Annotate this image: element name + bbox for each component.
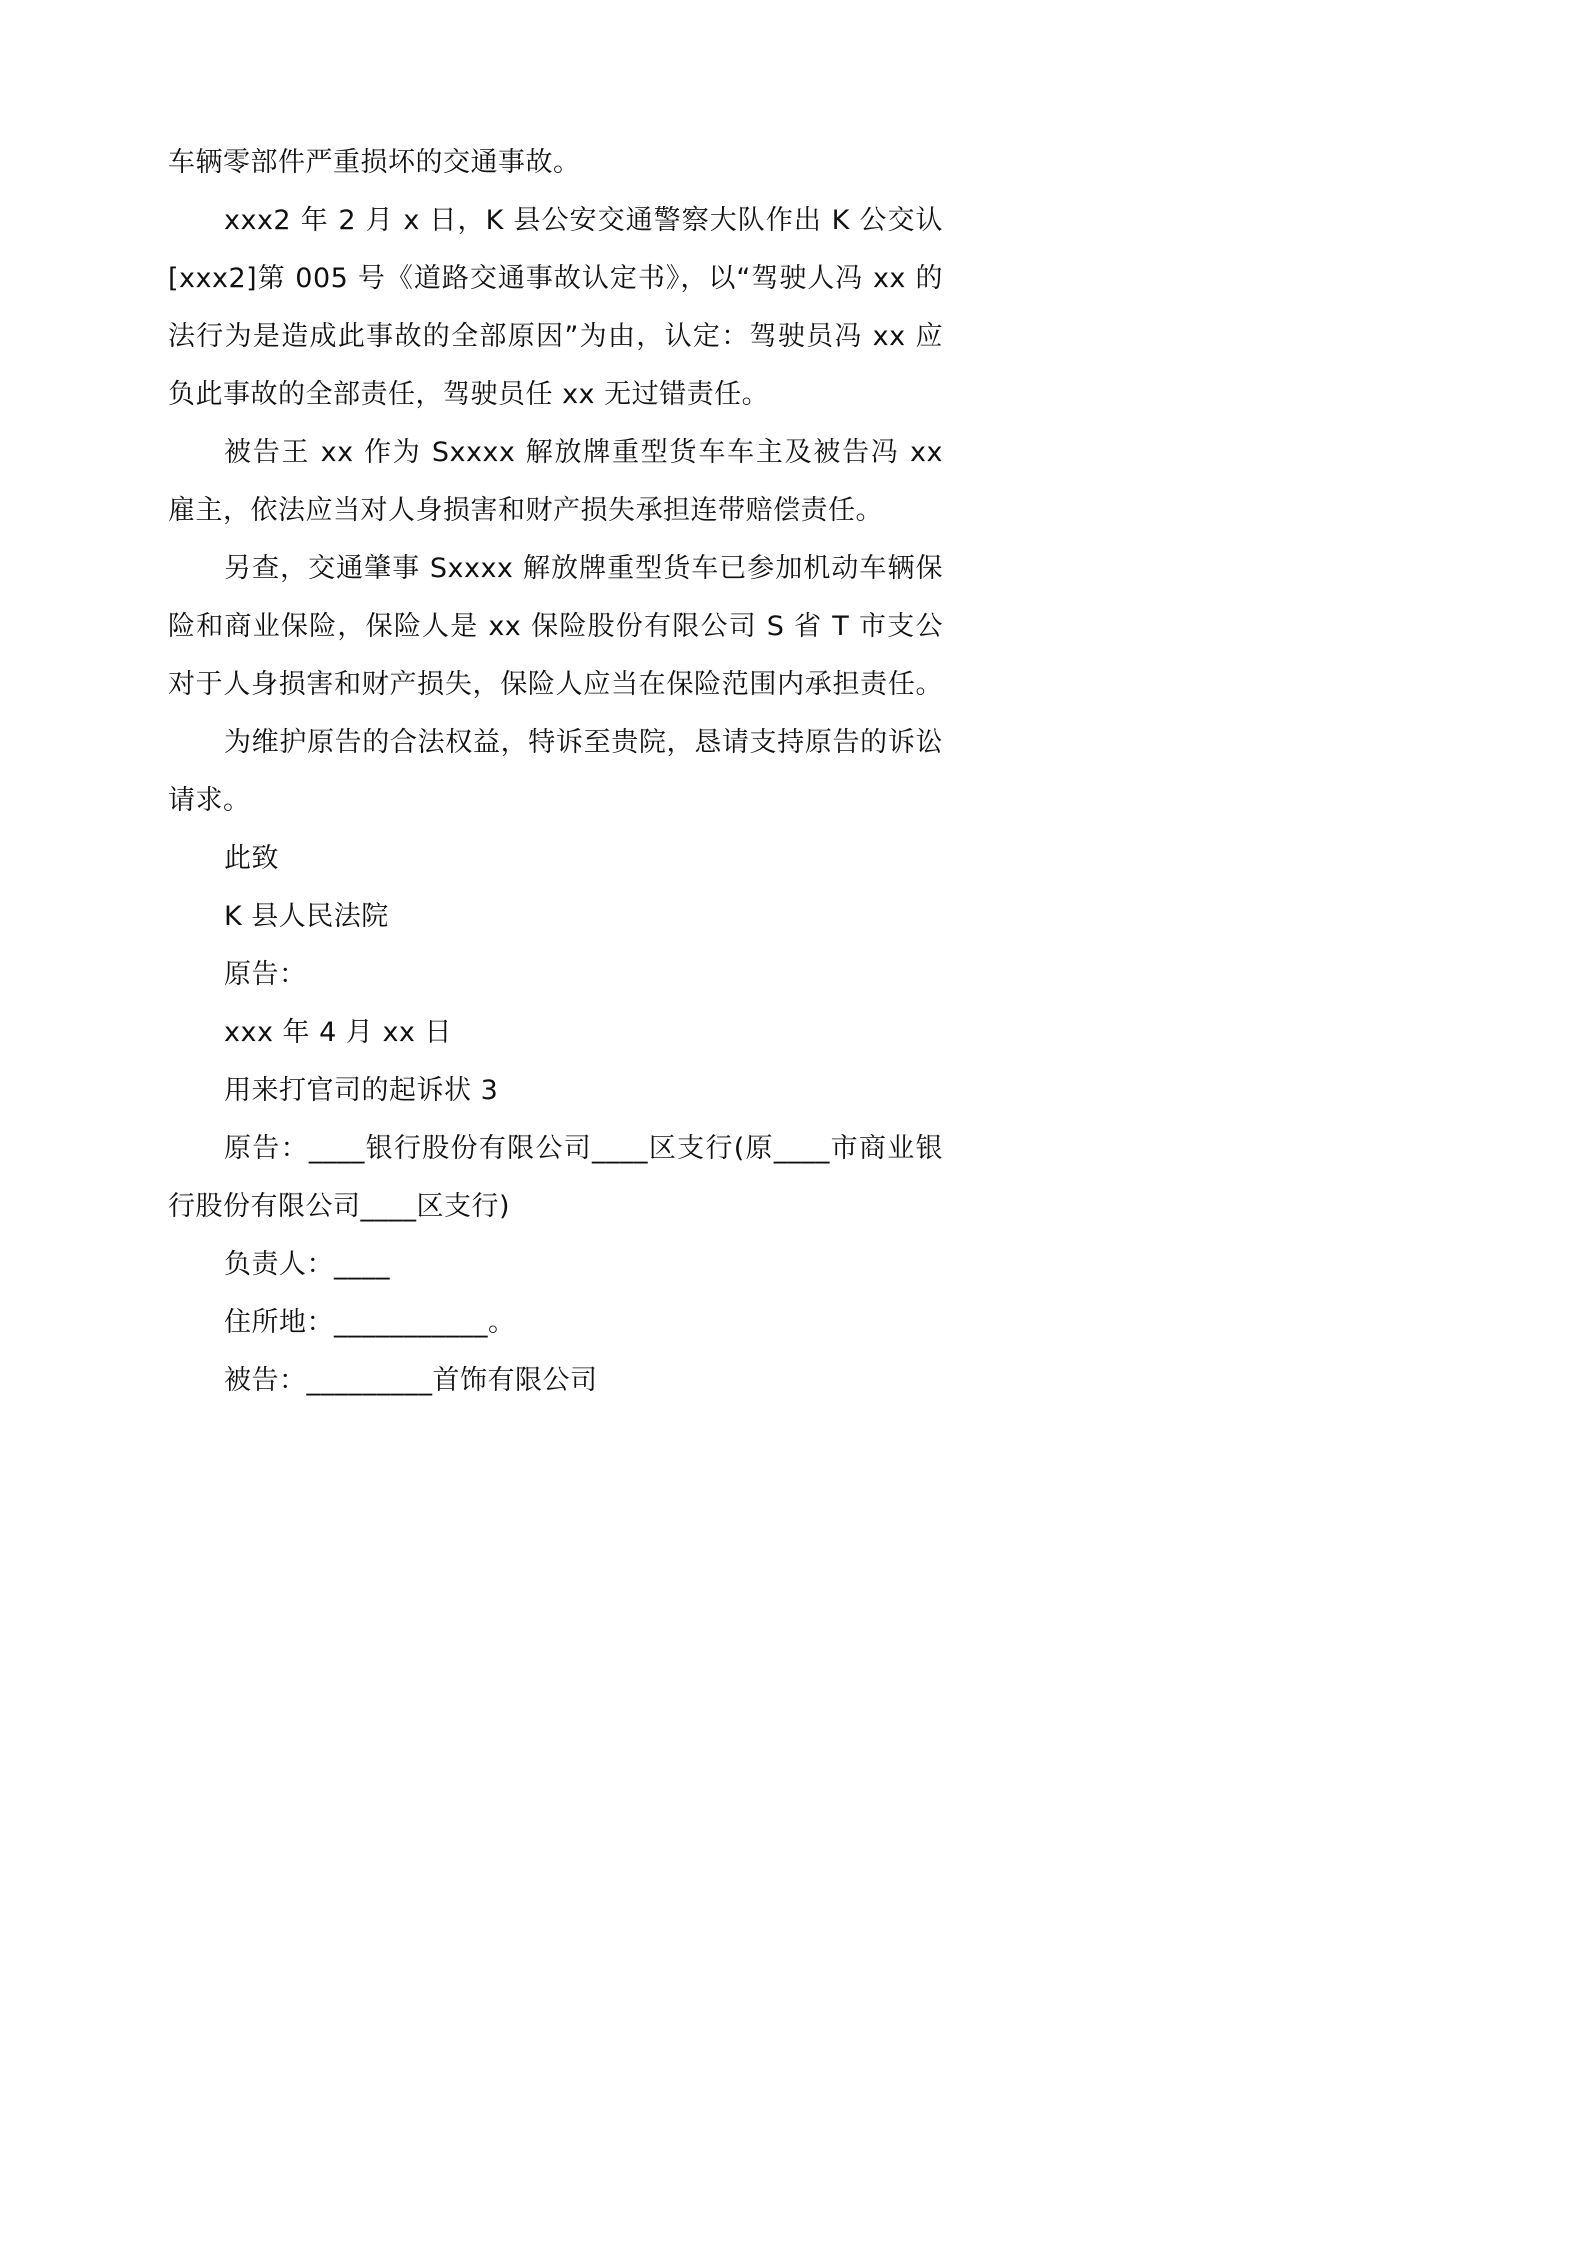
text-line-salutation: 此致 [224, 843, 279, 874]
text-line-plaintiff-2: 行股份有限公司____区支行) [168, 1191, 511, 1222]
text-line-section-title: 用来打官司的起诉状 3 [224, 1075, 499, 1106]
document-body [168, 134, 943, 1410]
text-line-plaintiff-signature: 原告： [224, 959, 307, 990]
text-line-date: xxx 年 4 月 xx 日 [224, 1017, 452, 1048]
text-line-defendant-liability-1: 被告王 xx 作为 Sxxxx 解放牌重型货车车主及被告冯 xx [224, 437, 943, 468]
text-line-determination-1: xxx2 年 2 月 x 日，K 县公安交通警察大队作出 K 公交认 [224, 205, 943, 236]
text-line-determination-4: 负此事故的全部责任，驾驶员任 xx 无过错责任。 [168, 379, 770, 410]
text-line-insurance-2: 险和商业保险，保险人是 xx 保险股份有限公司 S 省 T 市支公 [168, 611, 943, 642]
text-line-insurance-1: 另查，交通肇事 Sxxxx 解放牌重型货车已参加机动车辆保 [224, 553, 943, 584]
text-line-address: 住所地：___________。 [224, 1307, 516, 1338]
text-line-accident-end: 车辆零部件严重损坏的交通事故。 [168, 147, 581, 178]
text-line-person-in-charge: 负责人：____ [224, 1249, 390, 1280]
text-line-defendant: 被告：_________首饰有限公司 [224, 1365, 598, 1396]
document-page [0, 0, 1107, 1566]
text-line-request-1: 为维护原告的合法权益，特诉至贵院，恳请支持原告的诉讼 [224, 727, 943, 758]
text-line-determination-3: 法行为是造成此事故的全部原因”为由，认定：驾驶员冯 xx 应 [168, 321, 943, 352]
text-line-court-name: K 县人民法院 [224, 901, 389, 932]
text-line-plaintiff-1: 原告：____银行股份有限公司____区支行(原____市商业银 [224, 1133, 943, 1164]
text-line-determination-2: [xxx2]第 005 号《道路交通事故认定书》，以“驾驶人冯 xx 的 [168, 263, 943, 294]
text-line-defendant-liability-2: 雇主，依法应当对人身损害和财产损失承担连带赔偿责任。 [168, 495, 883, 526]
text-line-insurance-3: 对于人身损害和财产损失，保险人应当在保险范围内承担责任。 [168, 669, 943, 700]
text-line-request-2: 请求。 [168, 785, 251, 816]
